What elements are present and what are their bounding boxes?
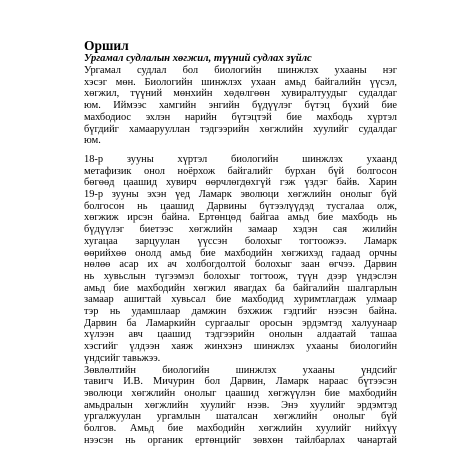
paragraph-line: хэсэг мөн. Биологийн шинжлэх ухаан амьд байгалийн үүсэл, — [84, 76, 397, 88]
paragraph-line: Дарвин ба Ламаркийн сургаалыг оросын эрдэмтэд халуунаар — [84, 317, 397, 329]
paragraph-1 — [58, 65, 397, 147]
document-title: Оршил — [84, 38, 129, 53]
paragraph-line: хэсгийг үлдээн хаяж жинхэнэ шинжлэх ухааны биологийн — [84, 341, 397, 353]
paragraph-2 — [58, 154, 397, 365]
paragraph-line: бүдүүлэг биетээс хөгжлийн замаар хэдэн сая жилийн — [84, 224, 397, 236]
paragraph-line: нь хувьслын түгээмэл болохыг тогтоож, түүн дээр үндэслэн — [84, 270, 397, 282]
paragraph-line: ургалжуулан ургамлын шаталсан хөгжлийн онолыг бүй — [84, 411, 397, 423]
paragraph-line: махбодиос эхлэн нарийн бүтэцтэй бие махбодь хүртэл — [84, 111, 397, 123]
paragraph-line: хөгжил, түүний мөнхийн хөдөлгөөн хувиралтуудыг судалдаг — [84, 88, 397, 100]
paragraph-line: Зөвлөлтийн биологийн шинжлэх ухааны үндсийг — [84, 364, 397, 376]
paragraph-line: юм. — [84, 135, 101, 147]
paragraph-line: амьд бие махбодийн хөгжил явагдах ба байгалийн шалгарлын — [84, 282, 397, 294]
paragraph-line: нээсэн нь органик ертөнцийг зөвхөн тайлбарлах чанартай — [84, 434, 397, 446]
paragraph-line: бүгдийг хамаарууллан тэдгээрийн хөгжлийн хуулийг судалдаг — [84, 123, 397, 135]
paragraph-line: болгов. Амьд бие махбодийн хөгжлийн хуулийг нийхүү — [84, 423, 397, 435]
paragraph-line: замаар ашигтай хувьсал бие махбодид хуримтлагдаж улмаар — [84, 294, 397, 306]
paragraph-3 — [58, 365, 397, 447]
paragraph-line: хугацаа зарцуулан үүссэн болохыг тогтоожээ. Ламарк — [84, 235, 397, 247]
paragraph-line: бөгөөд цаашид хувирч өөрчлөгдөхгүй гэж үздэг байв. Харин — [84, 177, 397, 189]
paragraph-line: хүлээн авч цаашид тэдгээрийн онолын алдаатай ташаа — [84, 329, 397, 341]
paragraph-line: тэр нь удамшлаар дамжин бэхжиж гэдгийг нээсэн байна. — [84, 306, 397, 318]
paragraph-line: хөгжиж ирсэн байна. Ертөнцөд байгаа амьд бие махбодь нь — [84, 212, 397, 224]
paragraph-line: амьдралын хөгжлийн хуулийг нээв. Энэ хуулийг эрдэмтэд — [84, 399, 397, 411]
paragraph-line: 18-р зууны хүртэл биологийн шинжлэх ухаанд — [84, 153, 397, 165]
paragraph-line: 19-р зууны эхэн үед Ламарк эволюци хөгжлийн онолыг бүй — [84, 189, 397, 201]
paragraph-line: Ургамал судлал бол биологийн шинжлэх ухааны нэг — [84, 65, 397, 76]
paragraph-line: эволюци хөгжлийн онолыг цаашид хөгжүүлэн бие махбодийн — [84, 387, 397, 399]
paragraph-line: үндсийг тавьжээ. — [84, 352, 161, 364]
paragraph-line: юм. Иймээс хамгийн энгийн бүдүүлэг бүтэц бүхий бие — [84, 100, 397, 112]
paragraph-line: болгосон нь цаашид Дарвины бүтээлүүдэд тусгалаа олж, — [84, 200, 397, 212]
paragraph-line: метафизик онол ноёрхож байгалийг бурхан бүй болгосон — [84, 165, 397, 177]
paragraph-line: өөрийхөө онолд амьд бие махбодийн хөгжихэд гадаад орчны — [84, 247, 397, 259]
paragraph-line: нөлөө асар их ач холбогдолтой болохыг заан өгчээ. Дарвин — [84, 259, 397, 271]
paragraph-line: тавигч И.В. Мичурин бол Дарвин, Ламарк нараас бүтээсэн — [84, 376, 397, 388]
document-subtitle: Ургамал судлалын хөгжил, түүний судлах зүйлс — [84, 53, 312, 64]
